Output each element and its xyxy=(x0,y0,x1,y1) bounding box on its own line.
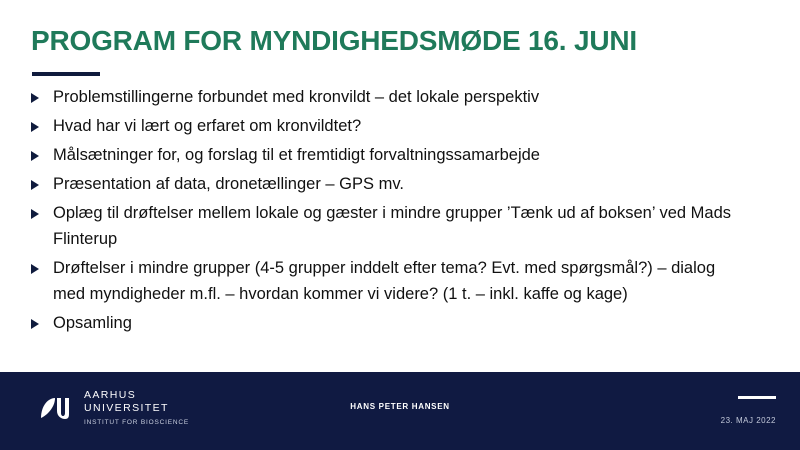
list-item xyxy=(31,84,749,110)
slide-date: 23. MAJ 2022 xyxy=(720,416,776,425)
slide-footer xyxy=(0,372,800,450)
list-item xyxy=(31,113,749,139)
triangle-bullet-icon xyxy=(31,255,53,277)
presenter-name: HANS PETER HANSEN xyxy=(350,402,450,411)
list-item-text: Målsætninger for, og forslag til et fremtidigt forvaltningssamarbejde xyxy=(53,146,540,164)
logo-line-2: UNIVERSITET xyxy=(84,402,169,414)
list-item-text: Oplæg til drøftelser mellem lokale og gæster i mindre grupper ’Tænk ud af boksen’ ved Mads Flinterup xyxy=(53,204,732,248)
list-item-text: Hvad har vi lært og erfaret om kronvildtet? xyxy=(53,117,362,135)
triangle-bullet-icon xyxy=(31,84,53,106)
page-title: PROGRAM FOR MYNDIGHEDSMØDE 16. JUNI xyxy=(31,25,637,56)
title-underline-rule xyxy=(32,72,100,76)
list-item xyxy=(31,255,749,307)
logo-line-3: INSTITUT FOR BIOSCIENCE xyxy=(84,419,189,426)
logo-line-1: AARHUS xyxy=(84,389,137,401)
list-item-text: Problemstillingerne forbundet med kronvildt – det lokale perspektiv xyxy=(53,88,540,106)
list-item xyxy=(31,200,749,252)
bullet-list xyxy=(31,84,749,339)
triangle-bullet-icon xyxy=(31,310,53,332)
footer-rule xyxy=(738,396,776,399)
list-item xyxy=(31,171,749,197)
triangle-bullet-icon xyxy=(31,113,53,135)
list-item-text: Drøftelser i mindre grupper (4-5 grupper inddelt efter tema? Evt. med spørgsmål?) – dialog med myndigheder m.fl. – hvordan kommer vi videre? (1 t. – inkl. kaffe og kage) xyxy=(53,259,716,303)
list-item xyxy=(31,142,749,168)
list-item-text: Opsamling xyxy=(53,314,132,332)
triangle-bullet-icon xyxy=(31,171,53,193)
list-item xyxy=(31,310,749,336)
triangle-bullet-icon xyxy=(31,200,53,222)
triangle-bullet-icon xyxy=(31,142,53,164)
list-item-text: Præsentation af data, dronetællinger – GPS mv. xyxy=(53,175,404,193)
